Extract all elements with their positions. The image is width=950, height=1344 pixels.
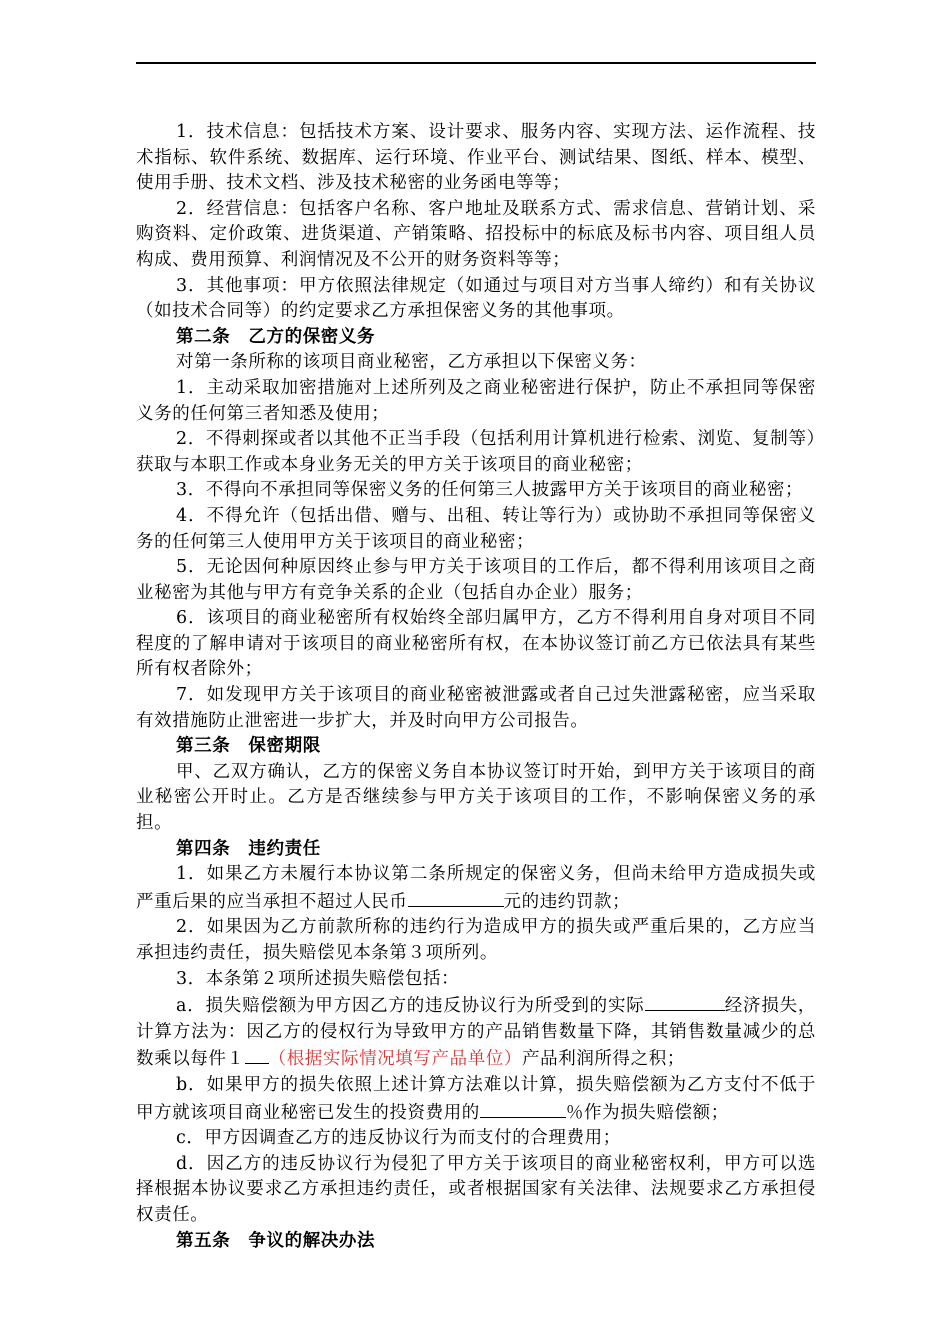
article-4-item-a bbox=[136, 992, 816, 1073]
article-3-heading: 第三条 保密期限 bbox=[176, 736, 321, 757]
article-4-item-2: 2．如果因为乙方前款所称的违约行为造成甲方的损失或严重后果的，乙方应当承担违约责任，损失赔偿见本条第３项所列。 bbox=[136, 917, 816, 963]
product-unit-blank[interactable] bbox=[245, 1045, 269, 1064]
item-a-text-2: 经济损失，计算方法为：因乙方的侵权行为导致甲方的产品销售数量下降，其销售数量减少的总数乘以每件１ bbox=[136, 996, 817, 1070]
document-body bbox=[136, 120, 816, 1254]
article-2-item: 3．不得向不承担同等保密义务的任何第三人披露甲方关于该项目的商业秘密； bbox=[176, 480, 804, 501]
percentage-blank[interactable] bbox=[480, 1099, 566, 1118]
item-1-text: 1．如果乙方未履行本协议第二条所规定的保密义务，但尚未给甲方造成损失或严重后果的应当承担不超过人民币 bbox=[136, 864, 816, 912]
item-b-text: b．如果甲方的损失依照上述计算方法难以计算，损失赔偿额为乙方支付不低于甲方就该项目商业秘密已发生的投资费用的 bbox=[136, 1074, 816, 1123]
item-b-text-2: ％作为损失赔偿额； bbox=[565, 1102, 729, 1123]
article-4-item-b bbox=[136, 1073, 816, 1126]
paragraph-tech-info: 1．技术信息：包括技术方案、设计要求、服务内容、实现方法、运作流程、技术指标、软件系统、数据库、运行环境、作业平台、测试结果、图纸、样本、模型、使用手册、技术文档、涉及技术秘密的业务函电等等； bbox=[136, 122, 816, 194]
article-3-body: 甲、乙双方确认，乙方的保密义务自本协议签订时开始，到甲方关于该项目的商业秘密公开时止。乙方是否继续参与甲方关于该项目的工作，不影响保密义务的承担。 bbox=[136, 761, 816, 834]
article-2-item: 6．该项目的商业秘密所有权始终全部归属甲方，乙方不得利用自身对项目不同程度的了解申请对于该项目的商业秘密所有权，在本协议签订前乙方已依法具有某些所有权者除外； bbox=[136, 608, 816, 680]
paragraph-other-matters: 3．其他事项：甲方依照法律规定（如通过与项目对方当事人缔约）和有关协议（如技术合同等）的约定要求乙方承担保密义务的其他事项。 bbox=[136, 275, 816, 322]
item-1-text-end: 元的违约罚款； bbox=[503, 891, 631, 912]
article-4-item-d: d．因乙方的违反协议行为侵犯了甲方关于该项目的商业秘密权利，甲方可以选择根据本协议要求乙方承担违约责任，或者根据国家有关法律、法规要求乙方承担侵权责任。 bbox=[136, 1153, 816, 1225]
article-2-item: 1．主动采取加密措施对上述所列及之商业秘密进行保护，防止不承担同等保密义务的任何第三者知悉及使用； bbox=[136, 377, 816, 424]
article-5-heading: 第五条 争议的解决办法 bbox=[176, 1230, 376, 1251]
article-4-heading: 第四条 违约责任 bbox=[176, 838, 321, 859]
product-unit-hint: （根据实际情况填写产品单位） bbox=[268, 1049, 523, 1070]
paragraph-business-info: 2．经营信息：包括客户名称、客户地址及联系方式、需求信息、营销计划、采购资料、定价政策、进货渠道、产销策略、招投标中的标底及标书内容、项目组人员构成、费用预算、利润情况及不公开的财务资料等等； bbox=[136, 198, 816, 270]
item-a-text-3: 产品利润所得之积； bbox=[522, 1049, 685, 1070]
actual-loss-blank[interactable] bbox=[645, 992, 725, 1011]
article-4-item-1 bbox=[136, 862, 816, 915]
penalty-amount-blank[interactable] bbox=[408, 888, 504, 907]
article-2-item: 7．如发现甲方关于该项目的商业秘密被泄露或者自己过失泄露秘密，应当采取有效措施防止泄密进一步扩大，并及时向甲方公司报告。 bbox=[136, 685, 816, 731]
article-2-item: 5．无论因何种原因终止参与甲方关于该项目的工作后，都不得利用该项目之商业秘密为其他与甲方有竞争关系的企业（包括自办企业）服务； bbox=[136, 557, 816, 603]
article-4-item-c: c．甲方因调查乙方的违反协议行为而支付的合理费用； bbox=[176, 1128, 621, 1149]
item-a-text: a．损失赔偿额为甲方因乙方的违反协议行为所受到的实际 bbox=[176, 996, 645, 1017]
article-2-intro: 对第一条所称的该项目商业秘密，乙方承担以下保密义务： bbox=[176, 352, 647, 373]
article-2-item: 4．不得允许（包括出借、赠与、出租、转让等行为）或协助不承担同等保密义务的任何第三人使用甲方关于该项目的商业秘密； bbox=[136, 505, 816, 552]
header-rule bbox=[136, 62, 816, 64]
article-2-heading: 第二条 乙方的保密义务 bbox=[176, 326, 376, 347]
article-4-item-3: 3．本条第２项所述损失赔偿包括： bbox=[176, 968, 460, 989]
article-2-item: 2．不得刺探或者以其他不正当手段（包括利用计算机进行检索、浏览、复制等）获取与本职工作或本身业务无关的甲方关于该项目的商业秘密； bbox=[136, 429, 816, 475]
